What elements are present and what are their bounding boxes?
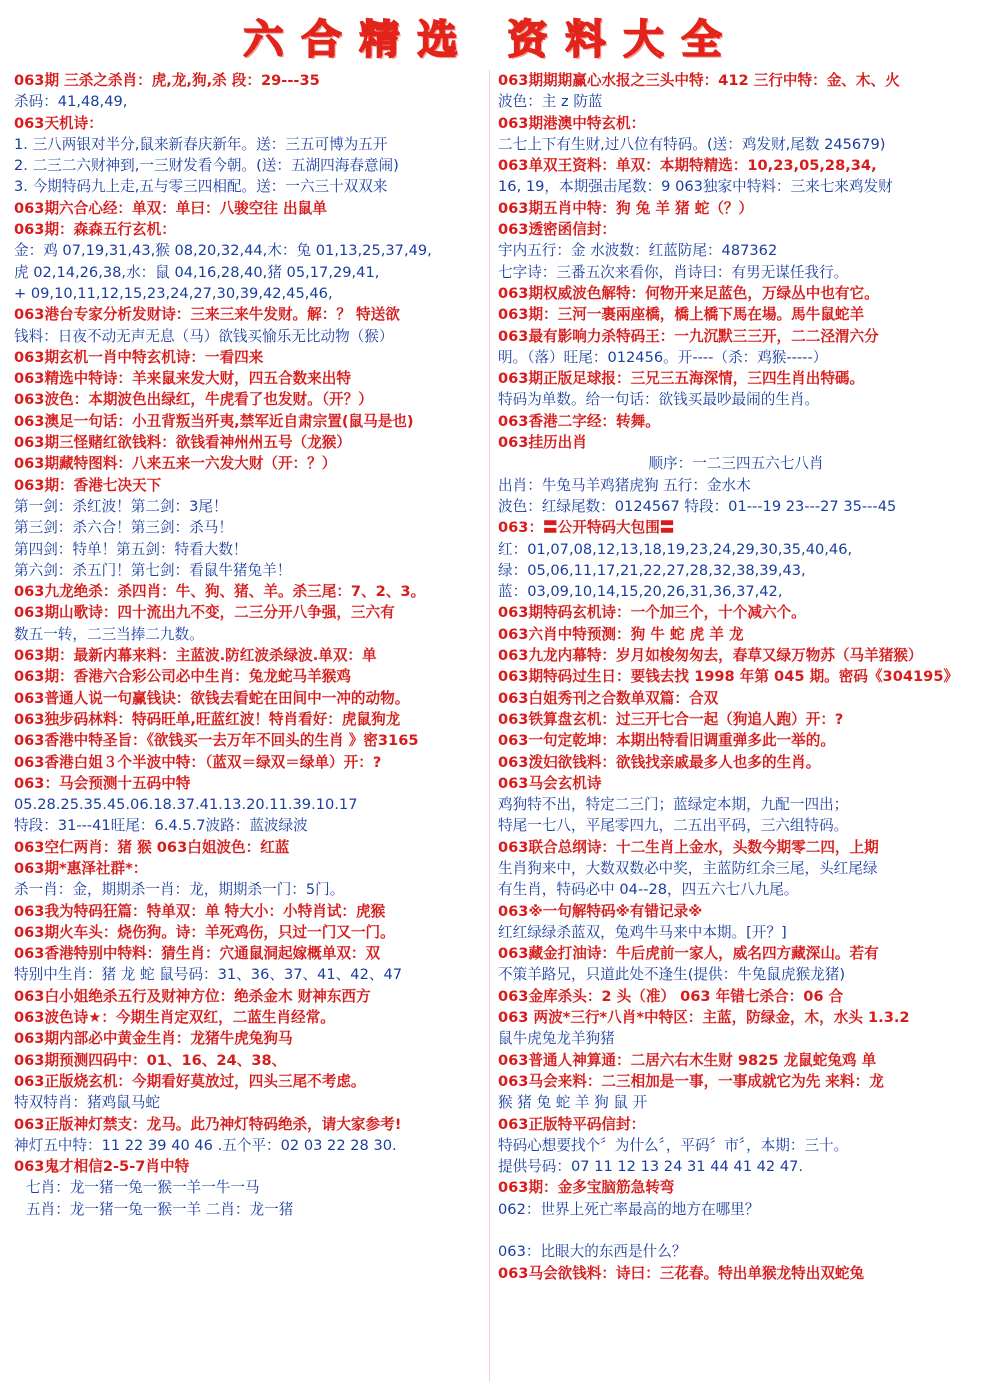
section-heading: 063铁算盘玄机：过三开七合一起（狗追人跑）开：? [498,710,844,728]
text-line: 提供号码：07 11 12 13 24 31 44 41 42 47. [498,1158,804,1176]
section-heading: 063泼妇欲钱料：欲钱找亲戚最多人也多的生肖。 [498,753,821,771]
text-line: 特码心想要找个〞为什么〞，平码〞市〞，本期：三十。 [498,1136,849,1154]
section-heading: 063期：森森五行玄机： [14,221,176,239]
section-heading: 063单双王资料：单双：本期特精选：10,23,05,28,34, [498,157,877,175]
text-line: 特段：31---41旺尾：6.4.5.7波路：蓝波绿波 [14,817,308,835]
section-heading: 063 两波*三行*八肖*中特区：主蓝，防绿金，木，水头 1.3.2 [498,1009,910,1027]
section-heading: 063期：香港七决天下 [14,476,162,494]
section-heading: 063期：金多宝脑筋急转弯 [498,1179,675,1197]
text-line: 七字诗：三番五次来看你，肖诗曰：有男无谋任我行。 [498,263,849,281]
text-line: 第一剑：杀红波！第二剑：3尾！ [14,497,228,515]
section-heading: 063马会玄机诗 [498,774,602,792]
text-line: + 09,10,11,12,15,23,24,27,30,39,42,45,46, [14,284,333,302]
section-heading: 063一句定乾坤：本期出特看旧调重弹多此一举的。 [498,732,835,750]
text-line: 杀一肖：金，期期杀一肖：龙，期期杀一门：5门。 [14,881,345,899]
section-heading: 063期三怪赌红欲钱料：欲钱看神州州五号（龙猴） [14,434,351,452]
section-heading: 063透密函信封： [498,221,617,239]
section-heading: 063期港澳中特玄机： [498,114,646,132]
text-line: 波色：红绿尾数：0124567 特段：01---19 23---27 35---45 [498,497,897,515]
text-line: 063：比眼大的东西是什么？ [498,1243,687,1261]
text-line: 波色：主 z 防蓝 [498,93,603,111]
section-heading: 063期五肖中特：狗 兔 羊 猪 蛇（？） [498,199,754,217]
left-column [14,70,484,1382]
section-heading: 063期 三杀之杀肖：虎,龙,狗,杀 段：29---35 [14,72,320,89]
section-heading: 063九龙绝杀：杀四肖：牛、狗、猪、羊。杀三尾：7、2、3。 [14,583,426,601]
section-heading: 063挂历出肖 [498,434,587,452]
text-line: 有生肖，特码必中 04--28，四五六七八九尾。 [498,881,799,899]
section-heading: 063期山歌诗：四十流出九不变，二三分开八争强，三六有 [14,604,395,622]
section-heading: 063期*惠泽社群*： [14,859,148,877]
section-heading: 063正版烧玄机：今期看好莫放过，四头三尾不考虑。 [14,1072,366,1090]
text-line: 顺序：一二三四五六七八肖 [648,455,824,473]
section-heading: 063※一句解特码※有错记录※ [498,902,703,920]
section-heading: 063期玄机一肖中特玄机诗：一看四来 [14,348,264,366]
text-line: 绿：05,06,11,17,21,22,27,28,32,38,39,43, [498,561,806,579]
text-line: 生肖狗来中，大数双数必中奖，主蓝防红余三尾，头红尾绿 [498,859,878,877]
text-line: 特别中生肖：猪 龙 蛇 鼠号码：31、36、37、41、42、47 [14,966,403,984]
section-heading: 063正版特平码信封： [498,1115,646,1133]
text-line: 明。（落）旺尾：012456。开----（杀：鸡猴-----） [498,348,828,366]
text-line: 062：世界上死亡率最高的地方在哪里？ [498,1200,760,1218]
text-line: 蓝：03,09,10,14,15,20,26,31,36,37,42, [498,583,783,601]
text-line: 出肖：牛兔马羊鸡猪虎狗 五行：金水木 [498,476,751,494]
section-heading: 063港台专家分析发财诗：三来三来牛发财。解：？ 特送欲 [14,306,400,324]
text-line: 第三剑：杀六合！第三剑：杀马！ [14,519,233,537]
section-heading: 063精选中特诗：羊来鼠来发大财，四五合数来出特 [14,370,351,388]
text-line: 05.28.25.35.45.06.18.37.41.13.20.11.39.10.17 [14,796,358,814]
text-line: 虎 02,14,26,38,水：鼠 04,16,28,40,猪 05,17,29,41, [14,263,380,281]
section-heading: 063香港二字经：转舞。 [498,412,660,430]
text-line [498,1220,974,1241]
text-line: 金：鸡 07,19,31,43,猴 08,20,32,44,木：兔 01,13,25,37,49, [14,242,432,260]
text-line: 杀码：41,48,49, [14,93,128,111]
text-line: 不策羊路兄，只道此处不逢生(提供：牛兔鼠虎猴龙猪) [498,966,846,984]
section-heading: 063鬼才相信2-5-7肖中特 [14,1158,190,1176]
section-heading: 063期期期赢心水报之三头中特：412 三行中特：金、木、火 [498,72,900,89]
text-line: 五肖：龙一猪一兔一猴一羊 二肖：龙一猪 [26,1200,294,1218]
section-heading: 063澳足一句话：小丑背叛当歼夷,禁军近自肃宗置(鼠马是也) [14,412,414,430]
section-heading: 063期特码玄机诗：一个加三个，十个减六个。 [498,604,806,622]
section-heading: 063期六合心经：单双：单曰：八骏空往 出鼠单 [14,199,327,217]
section-heading: 063期：最新内幕来料：主蓝波.防红波杀绿波.单双：单 [14,647,377,665]
section-heading: 063期权威波色解特：何物开来足蓝色，万绿丛中也有它。 [498,284,879,302]
section-heading: 063普通人神算通：二居六右木生财 9825 龙鼠蛇兔鸡 单 [498,1051,877,1069]
section-heading: 063空仁两肖：猪 猴 063白姐波色：红蓝 [14,838,290,856]
text-line: 红红绿绿杀蓝双，兔鸡牛马来中本期。[开？] [498,923,787,941]
section-heading: 063期：香港六合彩公司必中生肖：兔龙蛇马羊猴鸡 [14,668,351,686]
section-heading: 063独步码林料：特码旺单,旺蓝红波！特肖看好：虎鼠狗龙 [14,710,401,728]
section-heading: 063波色诗★：今期生肖定双红，二蓝生肖经常。 [14,1009,335,1027]
section-heading: 063马会欲钱料：诗曰：三花春。特出单猴龙特出双蛇兔 [498,1264,865,1282]
text-line: 第六剑：杀五门！第七剑：看鼠牛猪兔羊！ [14,561,292,579]
section-heading: 063普通人说一句赢钱诀：欲钱去看蛇在田间中一冲的动物。 [14,689,410,707]
text-line: 16, 19，本期强击尾数：9 063独家中特料：三来七来鸡发财 [498,178,893,196]
text-line: 七肖：龙一猪一兔一猴一羊一牛一马 [26,1179,260,1197]
text-line: 宇内五行：金 水波数：红蓝防尾：487362 [498,242,778,260]
section-heading: 063香港中特圣旨：《欲钱买一去万年不回头的生肖 》密3165 [14,732,419,750]
right-column [498,70,974,1382]
page-title: 六合精选 资料大全 [243,17,740,63]
section-heading: 063最有影响力杀特码王：一九沉默三三开，二二泾渭六分 [498,327,879,345]
section-heading: 063六肖中特预测：狗 牛 蛇 虎 羊 龙 [498,625,744,643]
text-line: 鼠牛虎兔龙羊狗猪 [498,1030,615,1048]
section-heading: 063白小姐绝杀五行及财神方位：绝杀金木 财神东西方 [14,987,371,1005]
section-heading: 063藏金打油诗：牛后虎前一家人，威名四方藏深山。若有 [498,945,879,963]
section-heading: 063马会来料：二三相加是一事，一事成就它为先 来料：龙 [498,1072,884,1090]
section-heading: 063期藏特图料：八来五来一六发大财（开：？） [14,455,337,473]
section-heading: 063期内部必中黄金生肖：龙猪牛虎兔狗马 [14,1030,293,1048]
text-line: 二七上下有生财,过八位有特码。(送：鸡发财,尾数 245679) [498,135,886,153]
section-heading: 063白姐秀刊之合数单双篇：合双 [498,689,719,707]
section-heading: 063我为特码狂篇：特单双：单 特大小：小特肖试：虎猴 [14,902,386,920]
text-line: 神灯五中特：11 22 39 40 46 .五个平：02 03 22 28 30. [14,1136,397,1154]
section-heading: 063期火车头：烧伤狗。诗：羊死鸡伤，只过一门又一门。 [14,923,395,941]
section-heading: 063：马会预测十五码中特 [14,774,191,792]
section-heading: 063期：三河一裹兩座橋，橋上橋下馬在場。馬牛鼠蛇羊 [498,306,865,324]
text-line: 第四剑：特单！第五剑：特看大数！ [14,540,248,558]
text-line: 特码为单数。给一句话：欲钱买最吵最闹的生肖。 [498,391,820,409]
section-heading: 063期特码过生日：要钱去找 1998 年第 045 期。密码《304195》 [498,668,959,686]
text-line: 2. 二三二六财神到,一三财发看今朝。(送：五湖四海春意闹) [14,157,399,175]
text-line: 1. 三八两银对半分,鼠来新春庆新年。送：三五可博为五开 [14,135,388,153]
text-line: 数五一转，二三当捧二九数。 [14,625,204,643]
text-line: 特尾一七八，平尾零四九，二五出平码，三六组特码。 [498,817,849,835]
section-heading: 063香港特别中特料：猜生肖：穴通鼠洞起嫁概单双：双 [14,945,381,963]
section-heading: 063正版神灯禁支：龙马。此乃神灯特码绝杀，请大家参考! [14,1115,402,1133]
section-heading: 063金库杀头：2 头（准） 063 年错七杀合：06 合 [498,987,844,1005]
text-line: 3. 今期特码九上走,五与零三四相配。送：一六三十双双来 [14,178,388,196]
section-heading: 063天机诗： [14,114,103,132]
section-heading: 063联合总纲诗：十二生肖上金水，头数今期零二四，上期 [498,838,879,856]
text-line: 鸡狗特不出，特定二三门；蓝绿定本期，九配一四出； [498,796,849,814]
section-heading: 063波色：本期波色出绿红，牛虎看了也发财。（开？） [14,391,373,409]
column-divider [489,70,490,1382]
section-heading: 063九龙内幕特：岁月如梭匆匆去，春草又绿万物苏（马羊猪猴） [498,647,923,665]
section-heading: 063期预测四码中：01、16、24、38、 [14,1051,287,1069]
section-heading: 063：〓公开特码大包围〓 [498,519,675,537]
section-heading: 063香港白姐３个半波中特：（蓝双＝绿双＝绿单）开：? [14,753,382,771]
text-line: 特双特肖：猪鸡鼠马蛇 [14,1094,160,1112]
text-line: 钱料：日夜不动无声无息（马）欲钱买愉乐无比动物（猴） [14,327,394,345]
text-line: 猴 猪 兔 蛇 羊 狗 鼠 开 [498,1094,648,1112]
section-heading: 063期正版足球报：三兄三五海深情，三四生肖出特碼。 [498,370,865,388]
text-line: 红：01,07,08,12,13,18,19,23,24,29,30,35,40,46, [498,540,853,558]
